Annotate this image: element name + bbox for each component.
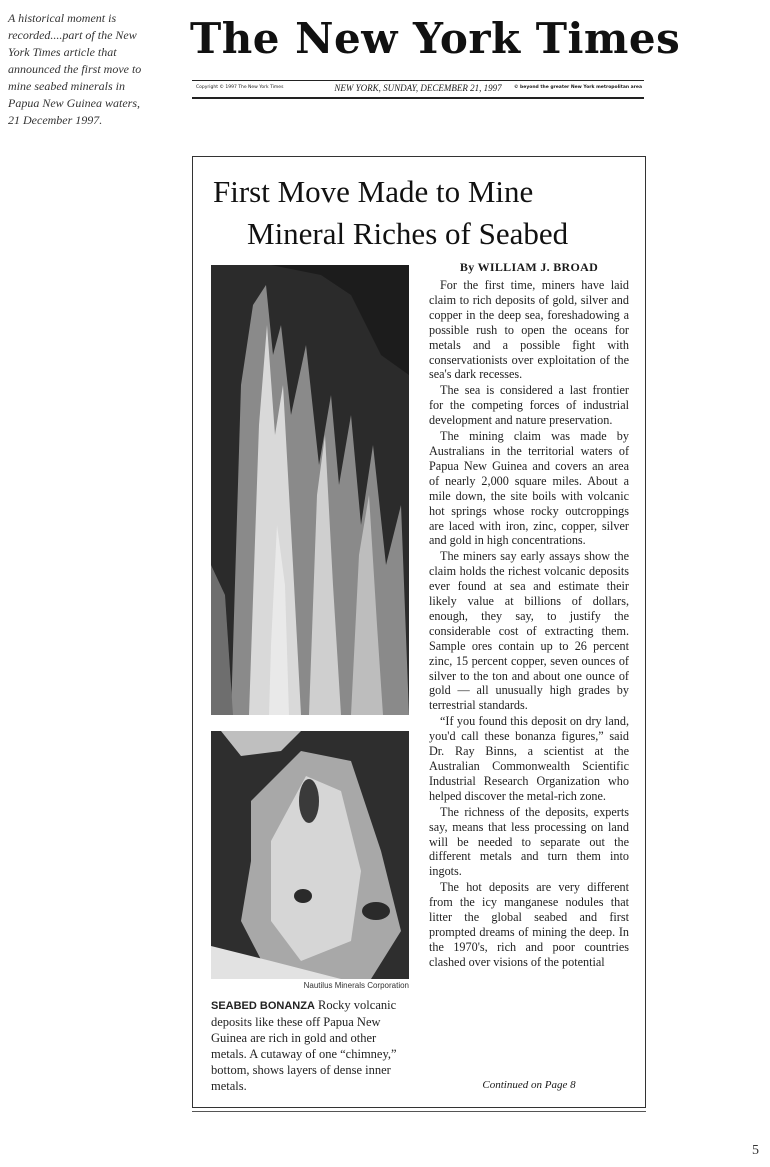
paragraph: The miners say early assays show the claim holds the richest volcanic deposits ever found at sea and estimate their likely value at billions of dollars, enough, they say, to justify the considerable cost of extracting them. Sample ores contain up to 26 percent zinc, 15 percent copper, seven ounces of silver to the ton and about one ounce of gold — all unusually high grades by terrestrial standards. bbox=[429, 549, 629, 713]
caption-text: Rocky volcanic deposits like these off Papua New Guinea are rich in gold and other metals. A cutaway of one “chimney,” bottom, shows layers of dense inner metals. bbox=[211, 998, 397, 1093]
paragraph: The hot deposits are very different from the icy manganese nodules that litter the global seabed and first prompted dreams of mining the deep. In the 1970's, rich and poor countries clashed over visions of the potential bbox=[429, 880, 629, 969]
article-headline bbox=[213, 171, 633, 255]
paragraph: For the first time, miners have laid claim to rich deposits of gold, silver and copper in the deep sea, foreshadowing a possible rush to open the oceans for metals and a possible fight with conservationists over exploitation of the sea's dark recesses. bbox=[429, 278, 629, 382]
dateline-bar bbox=[192, 83, 644, 95]
caption-kicker: SEABED BONANZA bbox=[211, 1000, 315, 1012]
dateline: NEW YORK, SUNDAY, DECEMBER 21, 1997 bbox=[334, 83, 502, 93]
paragraph: The richness of the deposits, experts say, means that less processing on land will be needed to separate out the different metals and turn them into ingots. bbox=[429, 804, 629, 879]
edition-note: © beyond the greater New York metropolitan area bbox=[513, 85, 642, 90]
headline-line-1: First Move Made to Mine bbox=[213, 174, 534, 209]
masthead-rule-top bbox=[192, 80, 644, 81]
masthead-copyright: Copyright © 1997 The New York Times bbox=[196, 85, 284, 90]
photo-credit: Nautilus Minerals Corporation bbox=[303, 981, 409, 990]
masthead-rule-bottom bbox=[192, 97, 644, 99]
hydrothermal-chimney-photo bbox=[211, 265, 409, 715]
paragraph: The mining claim was made by Australians in the territorial waters of Papua New Guinea and covers an area of nearly 2,000 square miles. About a mile down, the site boils with volcanic hot springs whose rocky outcroppings are laced with iron, zinc, copper, silver and gold in high concentrations. bbox=[429, 429, 629, 548]
newspaper-masthead: The New York Times bbox=[190, 14, 681, 63]
article-clipping bbox=[192, 156, 646, 1108]
chimney-cutaway-photo bbox=[211, 731, 409, 979]
article-body bbox=[429, 278, 629, 971]
side-caption: A historical moment is recorded....part of the New York Times article that announced the first move to mine seabed minerals in Papua New Guinea waters, 21 December 1997. bbox=[8, 11, 142, 127]
paragraph: “If you found this deposit on dry land, you'd call these bonanza figures,” said Dr. Ray Binns, a scientist at the Australian Commonwealth Scientific Industrial Research Organization who helped discover the metal-rich zone. bbox=[429, 714, 629, 803]
page-number: 5 bbox=[752, 1143, 759, 1158]
continued-note: Continued on Page 8 bbox=[482, 1079, 576, 1091]
clipping-bottom-rule bbox=[192, 1111, 646, 1112]
paragraph: The sea is considered a last frontier for the competing forces of industrial development and nature preservation. bbox=[429, 383, 629, 428]
photo-caption bbox=[211, 997, 411, 1094]
byline: By WILLIAM J. BROAD bbox=[459, 260, 599, 274]
headline-line-2: Mineral Riches of Seabed bbox=[247, 216, 569, 251]
